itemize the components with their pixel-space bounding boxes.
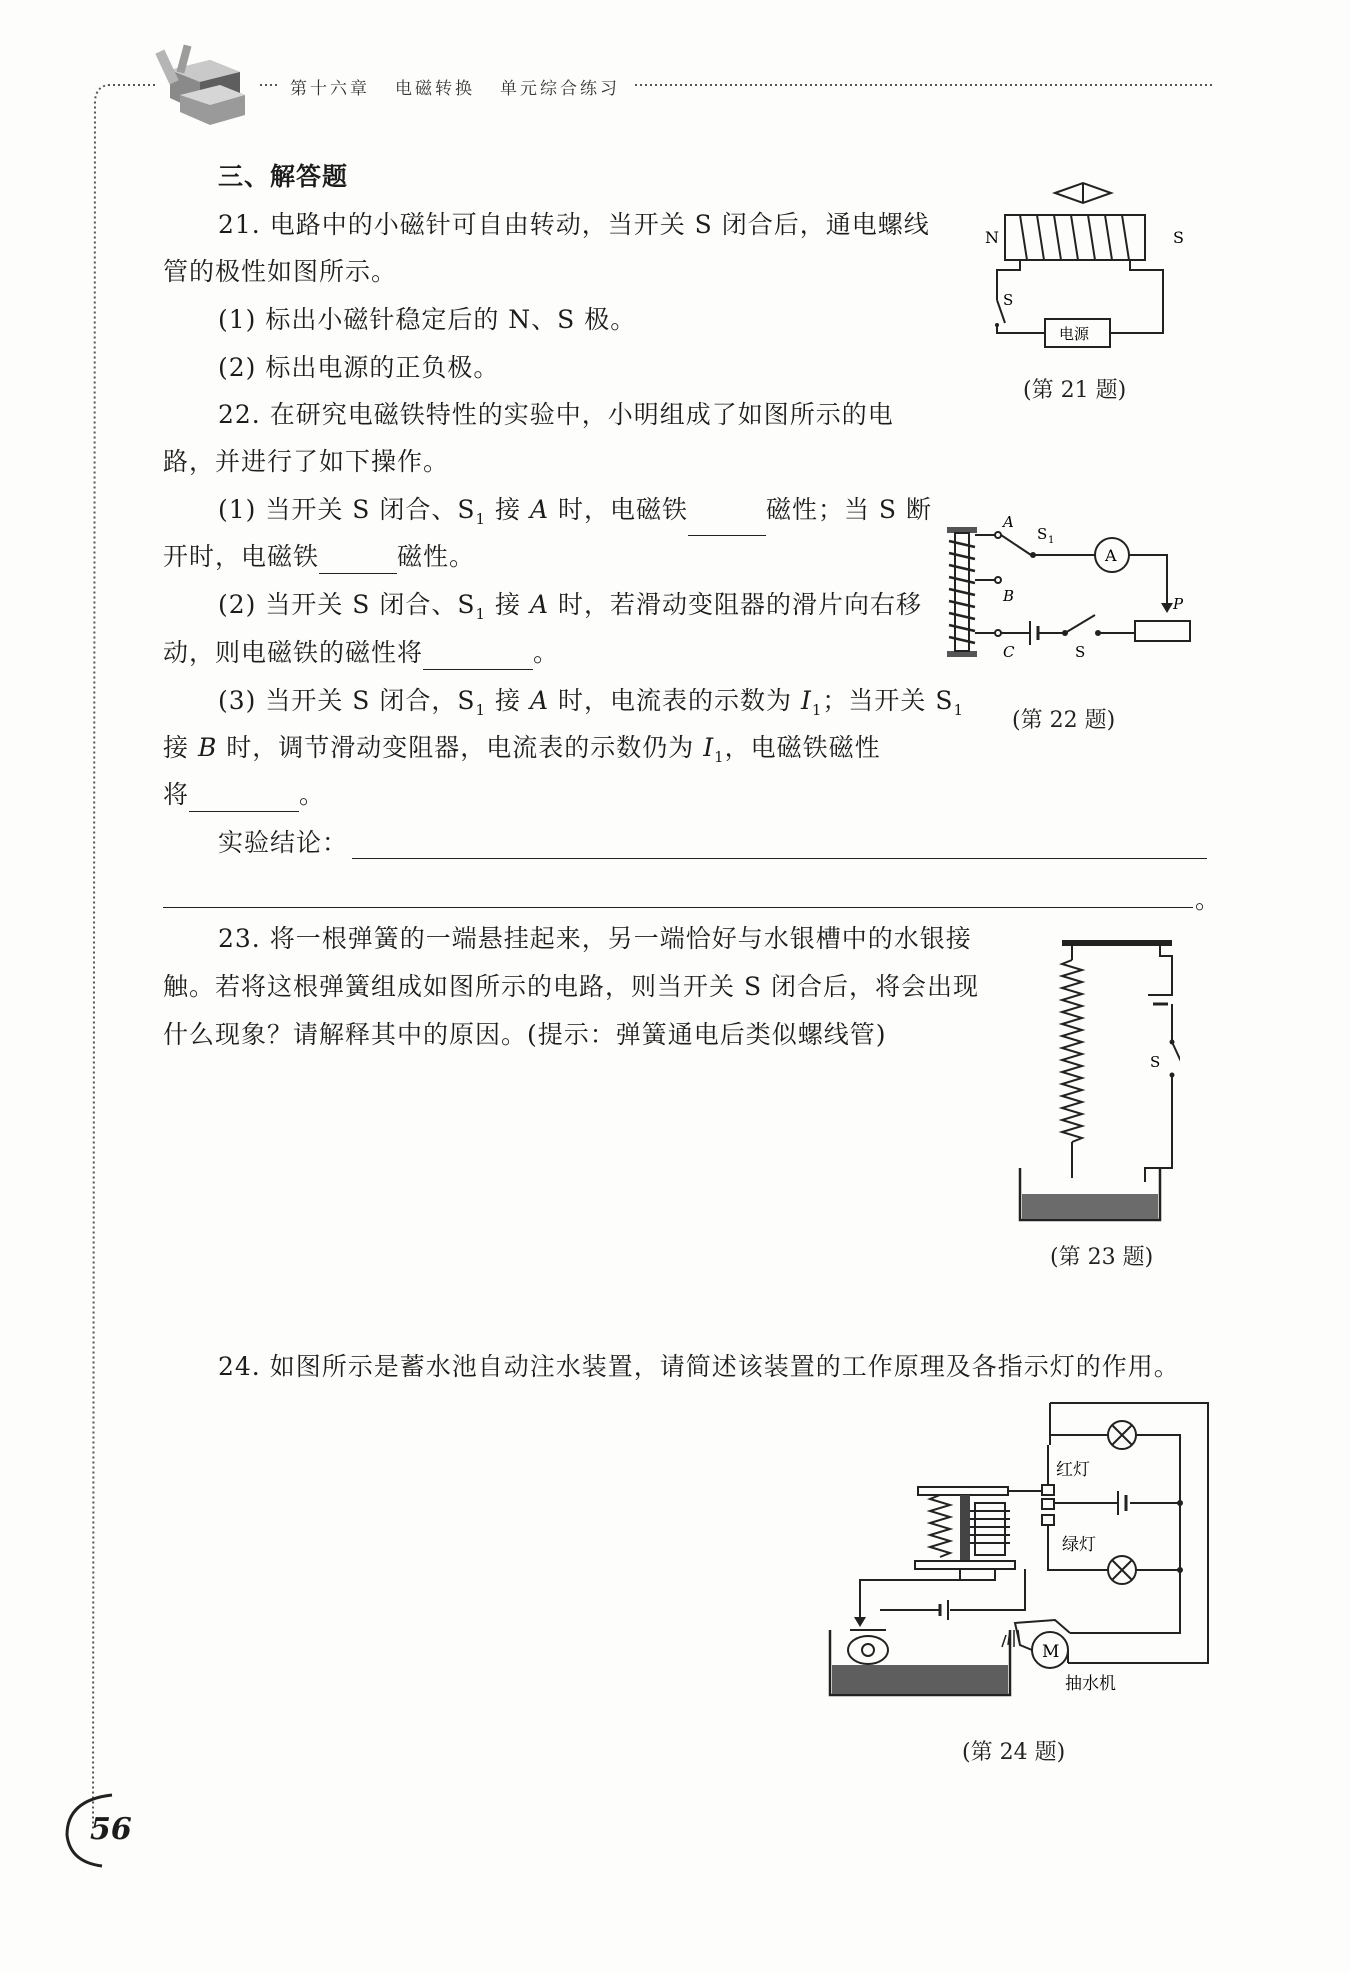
- q21-fig-source: 电源: [1059, 325, 1090, 343]
- q22-fig-P: P: [1173, 595, 1184, 613]
- q22-sub1-a: (1) 当开关 S 闭合、S: [218, 495, 476, 524]
- q22-sub2-c: 时，若滑动变阻器的滑片向右移: [549, 590, 922, 619]
- q22-conclusion-line2[interactable]: [163, 907, 1193, 908]
- q22-sub2: [218, 588, 922, 631]
- q22-fig-C: C: [1003, 643, 1015, 661]
- q22-sub3-I-sub: 1: [811, 701, 823, 719]
- q23-fig-switch: S: [1150, 1053, 1161, 1071]
- q24-figure: [820, 1395, 1220, 1725]
- q22-sub3-I2-sub: 1: [714, 748, 725, 766]
- q23-line1: 23. 将一根弹簧的一端悬挂起来，另一端恰好与水银槽中的水银接: [218, 924, 972, 953]
- q22-sub1-d: 磁性；当 S 断: [765, 495, 933, 524]
- q21-line2: 管的极性如图所示。: [163, 257, 398, 286]
- q23-line2: 触。若将这根弹簧组成如图所示的电路，则当开关 S 闭合后，将会出现: [163, 972, 980, 1001]
- q22-fig-S: S: [1075, 643, 1086, 661]
- q21-figure: [975, 175, 1195, 355]
- q22-line1: 22. 在研究电磁铁特性的实验中，小明组成了如图所示的电: [218, 400, 894, 429]
- q21-sub2: (2) 标出电源的正负极。: [218, 353, 500, 382]
- q22-sub2-line2-b: 。: [533, 638, 560, 667]
- q22-sub1: [218, 493, 932, 536]
- q22-sub1-line2-a: 开时，电磁铁: [163, 542, 320, 571]
- q22-sub1-s1-sub: 1: [475, 510, 487, 528]
- q21-fig-switch: S: [1003, 291, 1014, 309]
- q22-sub3-line2-c: ，电磁铁磁性: [724, 733, 881, 762]
- q23-figure: [1010, 930, 1180, 1230]
- q22-sub3-line2-b: 时，调节滑动变阻器，电流表的示数仍为: [217, 733, 704, 762]
- q22-blank-4[interactable]: [189, 785, 299, 812]
- q22-blank-1[interactable]: [688, 509, 766, 536]
- q22-fig-B: B: [1003, 587, 1015, 605]
- q22-sub3-line3-b: 。: [299, 780, 326, 809]
- q22-sub1-line2: [163, 540, 475, 574]
- q22-sub2-a: (2) 当开关 S 闭合、S: [218, 590, 476, 619]
- q24-line1: 24. 如图所示是蓄水池自动注水装置，请简述该装置的工作原理及各指示灯的作用。: [218, 1352, 1180, 1381]
- q22-sub3-B: B: [197, 733, 218, 762]
- q22-blank-2[interactable]: [319, 547, 397, 574]
- q22-sub3-line2-a: 接: [163, 733, 198, 762]
- q21-fig-right-pole: S: [1173, 228, 1184, 247]
- q22-conclusion-line1[interactable]: [352, 858, 1207, 859]
- q22-sub2-A: A: [529, 590, 550, 619]
- q22-sub3-line3: [163, 778, 325, 812]
- q22-sub1-b: 接: [486, 495, 530, 524]
- q22-figure: [935, 505, 1200, 665]
- header-section: 电磁转换: [395, 79, 475, 99]
- q22-sub2-b: 接: [486, 590, 530, 619]
- page-number: 56: [90, 1812, 132, 1847]
- q24-fig-motor: M: [1042, 1642, 1060, 1662]
- q24-fig-pump: 抽水机: [1065, 1674, 1116, 1694]
- q21-line1: 21. 电路中的小磁针可自由转动，当开关 S 闭合后，通电螺线: [218, 210, 930, 239]
- q22-sub1-c: 时，电磁铁: [549, 495, 688, 524]
- q22-sub3-c: 时，电流表的示数为: [549, 686, 801, 715]
- q22-sub3-I: I: [800, 686, 812, 715]
- q23-caption: (第 23 题): [1050, 1245, 1154, 1270]
- q22-sub3: [218, 684, 964, 727]
- q22-sub3-b: 接: [486, 686, 530, 715]
- q22-fig-A: A: [1003, 513, 1014, 531]
- section-title: 三、解答题: [218, 162, 349, 191]
- q22-sub3-a: (3) 当开关 S 闭合，S: [218, 686, 476, 715]
- q22-fig-S1: S: [1037, 525, 1048, 543]
- q22-sub3-s1-sub2: 1: [953, 701, 964, 719]
- q22-sub1-line2-b: 磁性。: [397, 542, 476, 571]
- q22-sub3-I2: I: [703, 733, 715, 762]
- q21-fig-left-pole: N: [985, 228, 999, 247]
- q23-line3: 什么现象？请解释其中的原因。(提示：弹簧通电后类似螺线管): [163, 1020, 887, 1049]
- q22-sub2-s1-sub: 1: [475, 605, 487, 623]
- q22-sub3-d: ；当开关 S: [822, 686, 954, 715]
- q22-sub1-A: A: [529, 495, 550, 524]
- q22-sub2-line2: [163, 636, 559, 670]
- q21-sub1: (1) 标出小磁针稳定后的 N、S 极。: [218, 305, 637, 334]
- q22-sub3-s1-sub: 1: [475, 701, 487, 719]
- q24-fig-red-lamp: 红灯: [1056, 1460, 1090, 1480]
- q22-blank-3[interactable]: [423, 643, 533, 670]
- q22-end-mark: 。: [1195, 885, 1222, 914]
- header-chapter: 第十六章: [290, 79, 370, 99]
- header-unit: 单元综合练习: [500, 79, 620, 99]
- q22-fig-ammeter: A: [1105, 546, 1117, 565]
- q22-sub3-line3-a: 将: [163, 780, 190, 809]
- q24-fig-green-lamp: 绿灯: [1062, 1535, 1096, 1555]
- q22-conclusion-label: 实验结论：: [218, 828, 349, 857]
- q22-line2: 路，并进行了如下操作。: [163, 447, 450, 476]
- q22-fig-S1-sub: 1: [1048, 535, 1055, 546]
- q22-sub3-line2: [163, 731, 881, 774]
- q22-sub3-A: A: [529, 686, 550, 715]
- q24-caption: (第 24 题): [962, 1740, 1066, 1765]
- q21-caption: (第 21 题): [1023, 378, 1127, 403]
- q22-sub2-line2-a: 动，则电磁铁的磁性将: [163, 638, 424, 667]
- q22-caption: (第 22 题): [1012, 708, 1116, 733]
